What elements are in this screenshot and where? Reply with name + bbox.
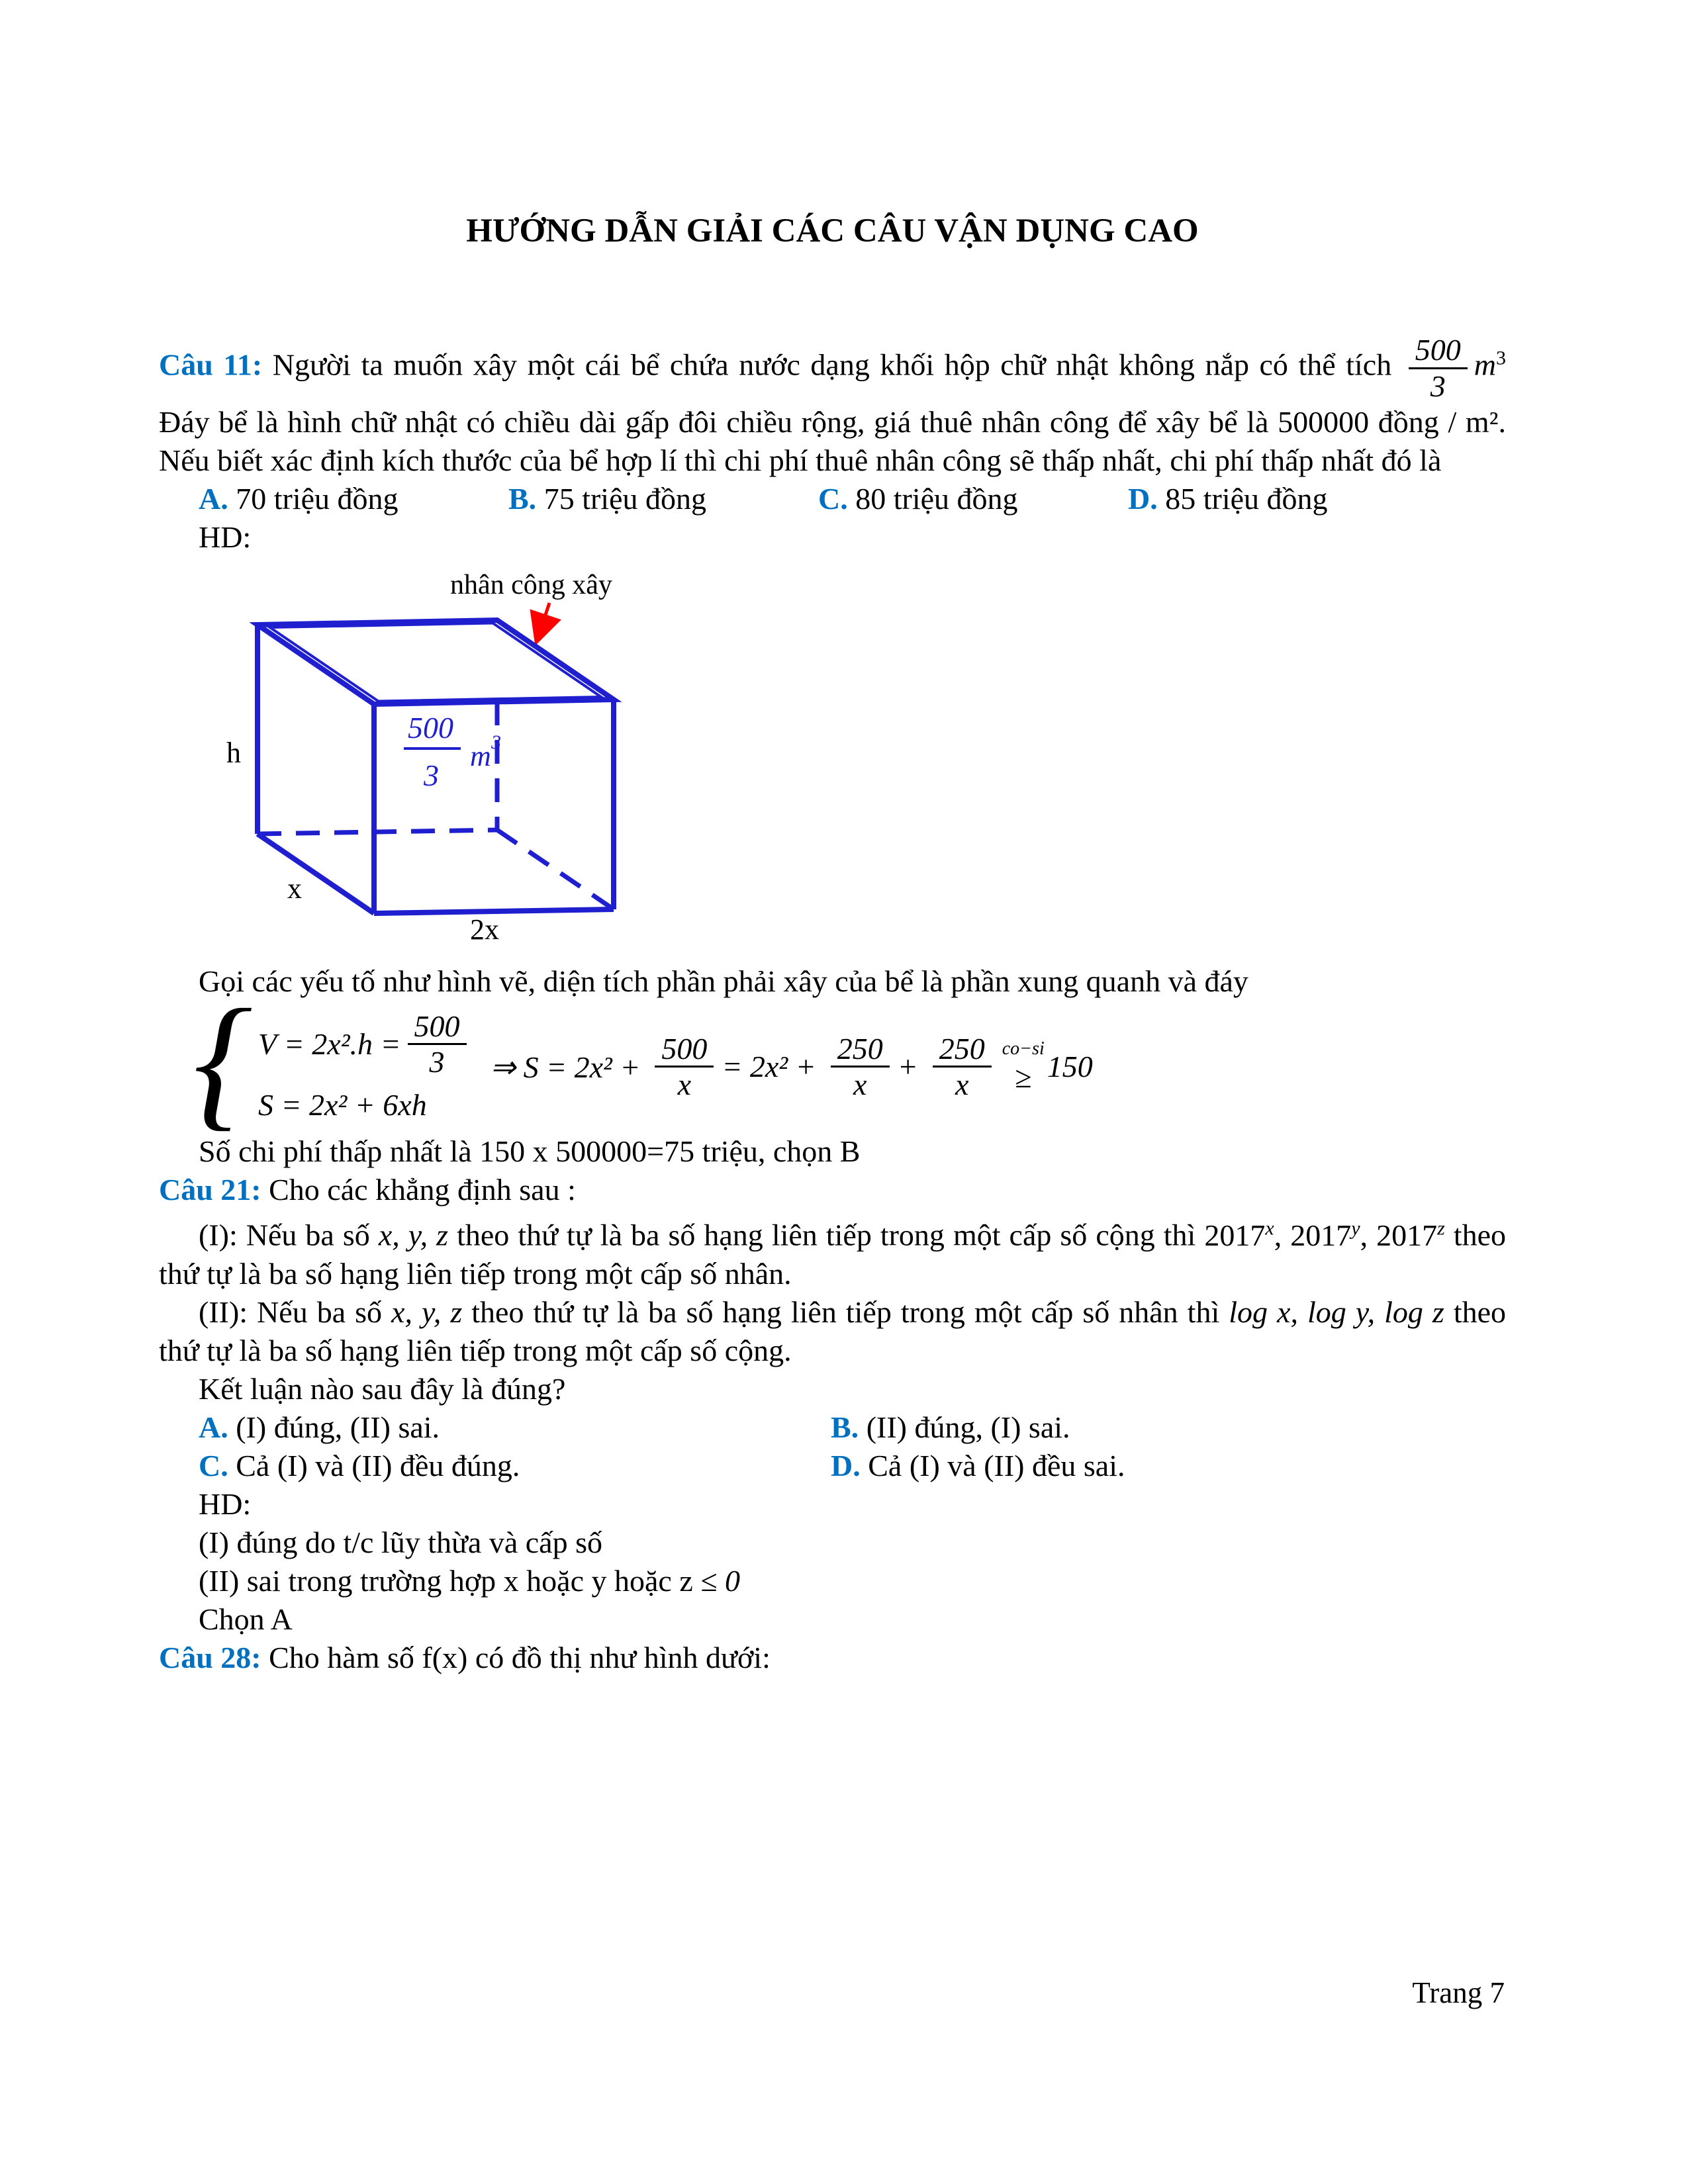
q21-answer-text-d: Cả (I) và (II) đều sai. — [868, 1448, 1125, 1482]
q21-solution-2 — [159, 1562, 1506, 1600]
q11-text-2: Đáy bể là hình chữ nhật có chiều dài gấp đôi chiều rộng, giá thuê nhân công để xây bể là — [159, 405, 1269, 439]
eq-frac1-num: 500 — [655, 1032, 714, 1068]
stmt2-text-b: theo thứ tự là ba số hạng liên tiếp trong một cấp số nhân thì — [471, 1295, 1220, 1329]
q21-hd-label: HD: — [199, 1486, 252, 1521]
eq-frac1-den: x — [677, 1068, 692, 1102]
figure-volume-label — [404, 711, 501, 792]
page-title: HƯỚNG DẪN GIẢI CÁC CÂU VẬN DỤNG CAO — [466, 212, 1199, 250]
pow1-base: 2017 — [1204, 1218, 1266, 1252]
stmt1-text-b: theo thứ tự là ba số hạng liên tiếp trong một cấp số cộng thì — [457, 1218, 1196, 1252]
answer-text-a: 70 triệu đồng — [236, 482, 399, 516]
figure-annotation: nhân công xây — [450, 570, 612, 601]
q11-statement — [159, 333, 1506, 480]
q11-answer-d — [1128, 480, 1328, 518]
solution-intro-text: Gọi các yếu tố như hình vẽ, diện tích phần phải xây của bể là phần xung quanh và đáy — [199, 964, 1248, 999]
equation-volume-row — [258, 1009, 473, 1079]
q21-header — [159, 1171, 1506, 1209]
q21-solution-1 — [159, 1524, 1506, 1562]
eq-volume-fraction — [408, 1009, 467, 1079]
question-28-block — [159, 1639, 1506, 1677]
answer-letter-a: A. — [199, 482, 228, 516]
system-brace: { — [193, 978, 253, 1144]
q21-hd — [159, 1485, 1506, 1524]
cosi-note: co−si — [1002, 1038, 1045, 1059]
q21-question — [159, 1370, 1506, 1408]
q21-question-text: Kết luận nào sau đây là đúng? — [199, 1371, 566, 1406]
q11-answer-c — [818, 480, 1128, 518]
q21-answer-letter-a: A. — [199, 1410, 228, 1444]
answer-letter-b: B. — [508, 482, 537, 516]
eq-volume-den: 3 — [429, 1045, 445, 1079]
figure-volume-unit-exp: 3 — [491, 731, 501, 754]
q21-answer-grid — [159, 1408, 1506, 1485]
eq-frac-250-x-1 — [831, 1032, 890, 1102]
q11-text-3: 500000 đồng / m². Nếu biết xác định kích thước của bể hợp lí thì chi phí thuê nhân công sẽ thấp nhất, — [159, 405, 1506, 478]
figure-height-label: h — [226, 737, 241, 770]
stmt1-text-a: (I): Nếu ba số — [199, 1218, 370, 1252]
q21-answer-b — [831, 1408, 1506, 1447]
q11-label: Câu 11: — [159, 347, 263, 382]
figure-width-label: x — [287, 872, 302, 905]
q21-answer-c — [199, 1447, 831, 1485]
eq-frac3-den: x — [955, 1068, 969, 1102]
figure-length-label: 2x — [470, 913, 499, 946]
conclusion-text: Số chi phí thấp nhất là 150 x 500000=75 triệu, chọn B — [199, 1134, 861, 1169]
eq-plus: + — [897, 1050, 918, 1084]
q11-figure — [217, 567, 1506, 958]
pow2-base: , 2017 — [1274, 1218, 1352, 1252]
volume-unit: m — [1474, 347, 1497, 382]
eq-frac-250-x-2 — [933, 1032, 992, 1102]
fraction-denominator: 3 — [1430, 369, 1446, 403]
q28-header — [159, 1639, 1506, 1677]
q21-label: Câu 21: — [159, 1173, 261, 1207]
eq-inequality — [1002, 1039, 1045, 1095]
q21-answer-text-a: (I) đúng, (II) sai. — [236, 1410, 440, 1444]
equation-system — [258, 1009, 473, 1124]
eq-volume-lhs: V = 2x².h = — [258, 1026, 401, 1061]
geq-sign: ≥ — [1015, 1060, 1032, 1094]
eq-surface: S = 2x² + 6xh — [258, 1087, 427, 1122]
box-diagram — [217, 567, 680, 951]
q21-statement-2 — [159, 1293, 1506, 1370]
q11-solution-intro — [159, 962, 1506, 1001]
q11-text-4: chi phí thấp nhất đó là — [1170, 443, 1442, 478]
answer-letter-c: C. — [818, 482, 848, 516]
figure-volume-denominator: 3 — [424, 758, 439, 793]
eq-frac-500-x — [655, 1032, 714, 1102]
hd-label: HD: — [199, 520, 252, 555]
q21-answer-letter-c: C. — [199, 1448, 228, 1482]
pow1-exp: x — [1265, 1217, 1274, 1240]
q21-solution-3 — [159, 1600, 1506, 1639]
eq-frac3-num: 250 — [933, 1032, 992, 1068]
q21-answer-text-b: (II) đúng, (I) sai. — [866, 1410, 1070, 1444]
figure-volume-unit: m — [470, 740, 491, 773]
eq-volume-num: 500 — [408, 1009, 467, 1046]
pow3-base: , 2017 — [1360, 1218, 1438, 1252]
eq-rhs: 150 — [1047, 1050, 1093, 1084]
q28-text: Cho hàm số f(x) có đồ thị như hình dưới: — [269, 1640, 771, 1674]
question-21-block — [159, 1171, 1506, 1638]
stmt2-logs: log x, log y, log z — [1229, 1295, 1444, 1329]
page-number: Trang 7 — [1412, 1976, 1505, 2009]
eq-implies: ⇒ S = 2x² + — [490, 1050, 641, 1084]
annotation-arrow-icon — [536, 603, 549, 643]
figure-volume-numerator: 500 — [408, 711, 453, 745]
equation-surface-row — [258, 1086, 473, 1124]
q11-text-1: Người ta muốn xây một cái bể chứa nước dạng khối hộp chữ nhật không nắp có thể tích — [272, 347, 1392, 382]
q21-sol3-text: Chọn A — [199, 1602, 293, 1636]
answer-text-c: 80 triệu đồng — [855, 482, 1018, 516]
answer-letter-d: D. — [1128, 482, 1158, 516]
equation-main-row — [491, 1032, 1101, 1102]
volume-unit-exponent: 3 — [1496, 347, 1507, 369]
q21-statement-1 — [159, 1209, 1506, 1293]
stmt2-text-c: theo thứ tự là ba số hạng liên tiếp trong một cấp số cộng. — [159, 1295, 1507, 1367]
q21-sol1-text: (I) đúng do t/c lũy thừa và cấp số — [199, 1525, 602, 1559]
q11-answer-b — [508, 480, 818, 518]
eq-frac2-den: x — [853, 1068, 867, 1102]
stmt1-powers — [1204, 1218, 1444, 1252]
q21-answer-text-c: Cả (I) và (II) đều đúng. — [236, 1448, 520, 1482]
q28-label: Câu 28: — [159, 1640, 261, 1674]
q11-conclusion — [159, 1132, 1506, 1171]
stmt1-text-c: theo thứ tự là ba số hạng liên tiếp trong một cấp số nhân. — [159, 1218, 1507, 1291]
q21-answer-letter-d: D. — [831, 1448, 861, 1482]
question-11-block — [159, 333, 1506, 1171]
q21-sol2-math: ≤ 0 — [700, 1563, 740, 1598]
q21-answer-a — [199, 1408, 831, 1447]
q21-sol2-text: (II) sai trong trường hợp x hoặc y hoặc z — [199, 1563, 693, 1598]
answer-text-b: 75 triệu đồng — [543, 482, 706, 516]
stmt2-vars: x, y, z — [391, 1295, 463, 1329]
eq-frac2-num: 250 — [831, 1032, 890, 1068]
q21-answer-letter-b: B. — [831, 1410, 859, 1444]
q11-answer-row — [159, 480, 1506, 518]
stmt2-text-a: (II): Nếu ba số — [199, 1295, 383, 1329]
q11-hd — [159, 518, 1506, 557]
fraction-numerator: 500 — [1409, 333, 1468, 369]
q21-answer-d — [831, 1447, 1506, 1485]
pow2-exp: y — [1351, 1217, 1360, 1240]
q11-answer-a — [199, 480, 508, 518]
eq-middle: = 2x² + — [722, 1050, 816, 1084]
volume-fraction — [1409, 333, 1468, 403]
pow3-exp: z — [1437, 1217, 1445, 1240]
answer-text-d: 85 triệu đồng — [1165, 482, 1328, 516]
stmt1-vars: x, y, z — [378, 1218, 449, 1252]
q21-intro: Cho các khẳng định sau : — [269, 1173, 576, 1207]
